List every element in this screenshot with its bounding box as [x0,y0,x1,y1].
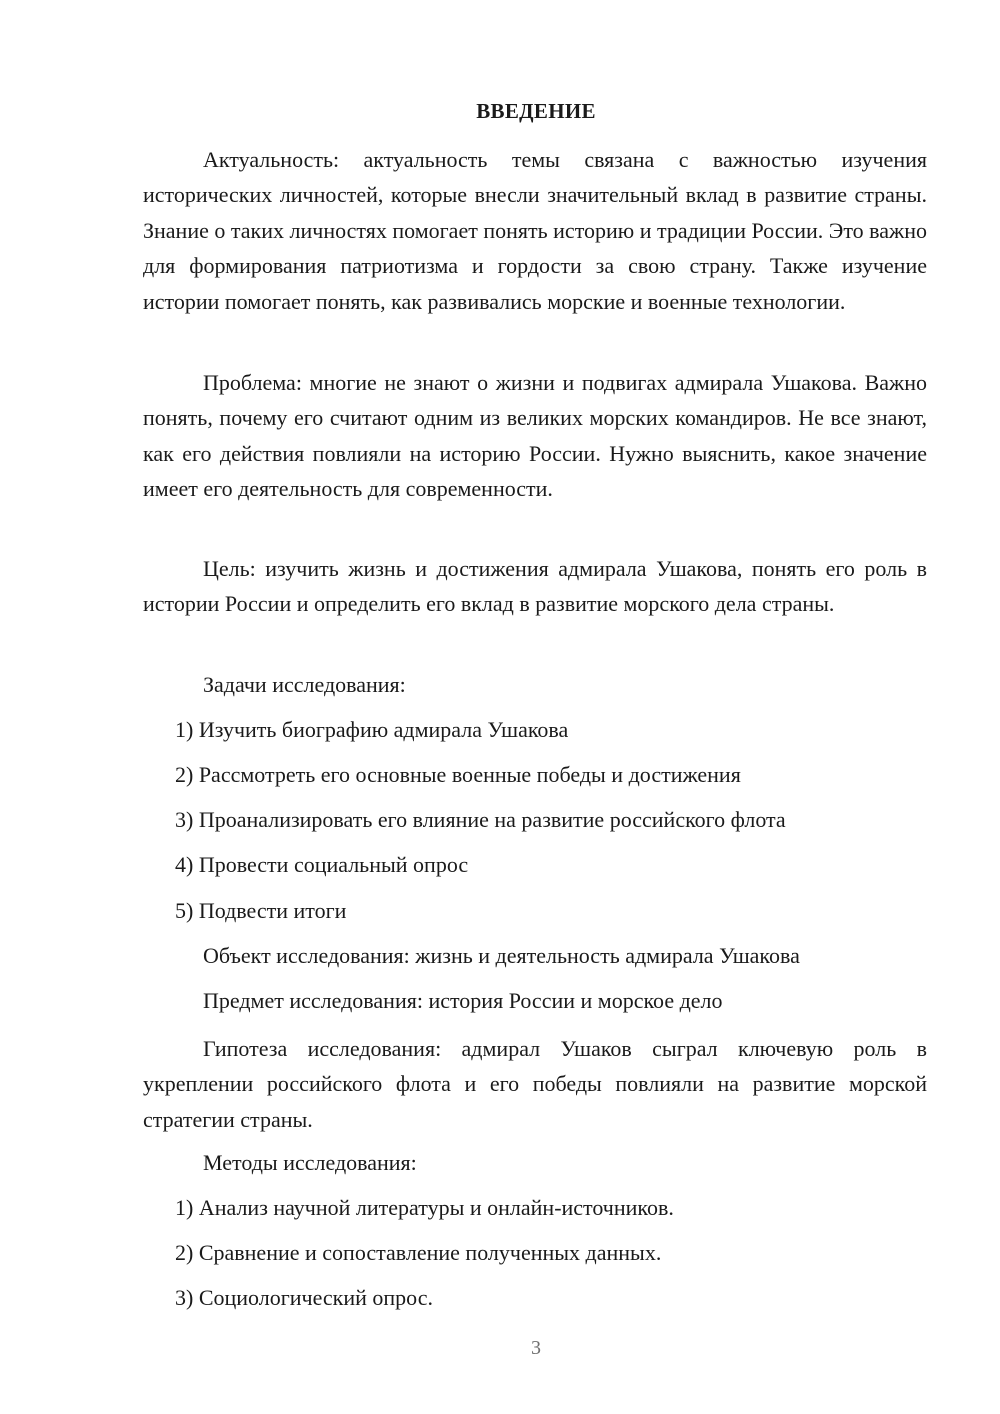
hypothesis-paragraph: Гипотеза исследования: адмирал Ушаков сыграл ключевую роль в укреплении российского флота и его победы повлияли на развитие морской стратегии страны. [143,1036,927,1132]
tasks-label: Задачи исследования: [203,672,406,697]
methods-label: Методы исследования: [203,1150,417,1175]
task-item: 5) Подвести итоги [175,898,347,923]
relevance-paragraph: Актуальность: актуальность темы связана с важностью изучения исторических личностей, которые внесли значительный вклад в развитие страны. Знание о таких личностях помогает понять историю и традиции России. Это важно для формирования патриотизма и гордости за свою страну. Также изучение истории помогает понять, как развивались морские и военные технологии. [143,147,927,314]
research-object: Объект исследования: жизнь и деятельность адмирала Ушакова [203,943,800,968]
task-item: 4) Провести социальный опрос [175,852,469,877]
page-title: ВВЕДЕНИЕ [476,99,596,123]
goal-paragraph: Цель: изучить жизнь и достижения адмирала Ушакова, понять его роль в истории России и определить его вклад в развитие морского дела страны. [143,556,927,617]
problem-paragraph: Проблема: многие не знают о жизни и подвигах адмирала Ушакова. Важно понять, почему его считают одним из великих морских командиров. Не все знают, как его действия повлияли на историю России. Нужно выяснить, какое значение имеет его деятельность для современности. [143,370,927,502]
method-item: 2) Сравнение и сопоставление полученных данных. [175,1240,662,1265]
method-item: 3) Социологический опрос. [175,1285,433,1310]
task-item: 1) Изучить биографию адмирала Ушакова [175,717,569,742]
task-item: 2) Рассмотреть его основные военные победы и достижения [175,762,741,787]
method-item: 1) Анализ научной литературы и онлайн-источников. [175,1195,674,1220]
page-number: 3 [531,1337,541,1359]
research-subject: Предмет исследования: история России и морское дело [203,988,723,1013]
task-item: 3) Проанализировать его влияние на развитие российского флота [175,807,786,832]
